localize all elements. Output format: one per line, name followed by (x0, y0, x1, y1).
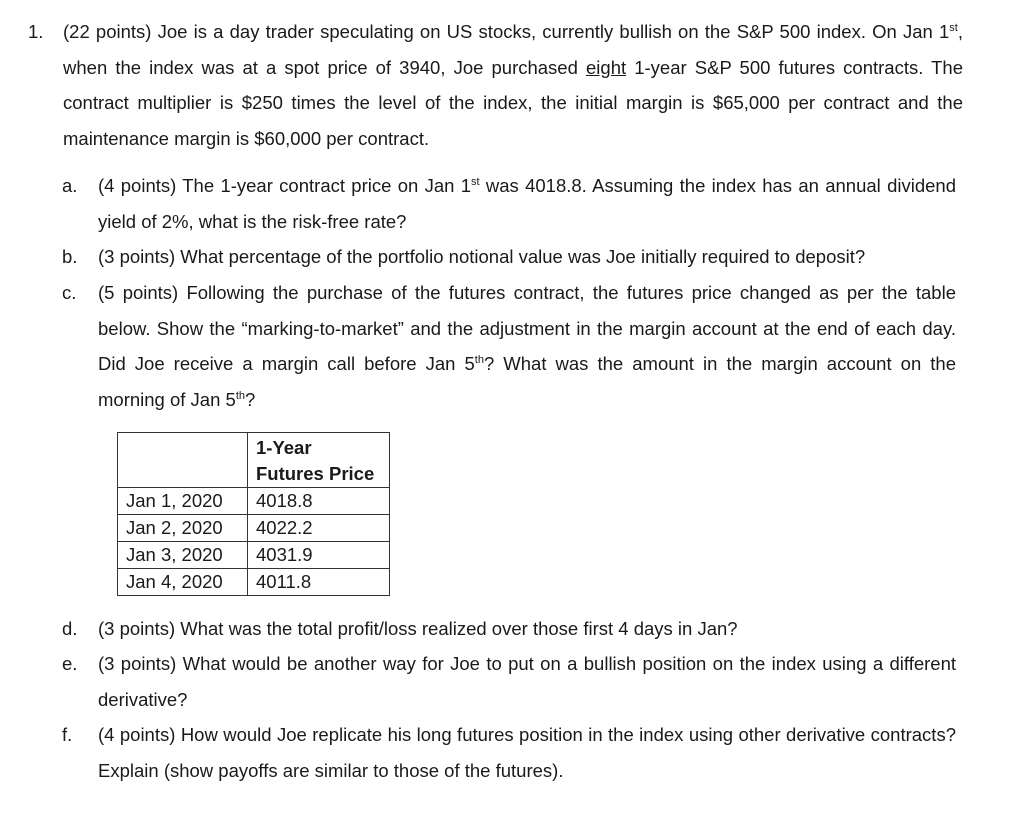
part-a-text-b: was 4018.8. Assuming the index has an annual dividend yield of 2%, what is the risk-free rate? (98, 175, 956, 232)
intro-text-a: (22 points) Joe is a day trader speculating on US stocks, currently bullish on the S&P 500 index. On Jan 1 (63, 21, 950, 42)
part-c-text (98, 275, 956, 417)
question-number: 1. (28, 21, 44, 42)
table-cell-date: Jan 1, 2020 (118, 488, 248, 515)
intro-underlined-word: eight (586, 56, 627, 78)
part-b-text: (3 points) What percentage of the portfolio notional value was Joe initially required to deposit? (98, 246, 866, 267)
question-intro (63, 14, 963, 156)
intro-text-b: , when the index was at a spot price of 3940, Joe purchased (63, 21, 963, 78)
part-c-superscript-1: th (474, 354, 484, 366)
table-header-futures-price (248, 433, 390, 488)
table-row (118, 542, 390, 569)
part-c-text-b: ? What was the amount in the margin account on the morning of Jan 5 (98, 353, 956, 410)
intro-text-c: 1-year S&P 500 futures contracts. The contract multiplier is $250 times the level of the index, the initial margin is $65,000 per contract and the maintenance margin is $60,000 per contract. (63, 56, 964, 149)
table-header-empty-cell (118, 433, 248, 488)
table-cell-price: 4011.8 (248, 569, 390, 596)
table-row (118, 515, 390, 542)
part-c-text-c: ? (245, 388, 256, 410)
table-cell-price: 4031.9 (248, 542, 390, 569)
intro-superscript: st (949, 22, 958, 34)
table-header-row (118, 433, 390, 488)
part-c-label: c. (62, 282, 77, 303)
table-cell-price: 4018.8 (248, 488, 390, 515)
part-a-text (98, 168, 956, 239)
part-f-label: f. (62, 724, 73, 745)
part-f-text: (4 points) How would Joe replicate his long futures position in the index using other derivative contracts? Explain (show payoffs are similar to those of the futures). (98, 724, 956, 781)
part-e-label: e. (62, 653, 78, 674)
table-row (118, 569, 390, 596)
header-line-2: Futures Price (256, 463, 375, 484)
part-d-label: d. (62, 618, 78, 639)
part-c-superscript-2: th (235, 389, 245, 402)
part-c-text-a: (5 points) Following the purchase of the futures contract, the futures price changed as per the table below. Show the “marking-to-market” and the adjustment in the margin account at the end of each day. Did Joe receive a margin call before Jan 5 (98, 282, 956, 374)
part-a-label: a. (62, 175, 78, 196)
table-cell-date: Jan 2, 2020 (118, 515, 248, 542)
table-cell-date: Jan 4, 2020 (118, 569, 248, 596)
part-a-superscript: st (471, 176, 480, 188)
table-cell-price: 4022.2 (248, 515, 390, 542)
part-d-text: (3 points) What was the total profit/loss realized over those first 4 days in Jan? (98, 618, 738, 639)
part-b-label: b. (62, 246, 78, 267)
part-a-text-a: (4 points) The 1-year contract price on Jan 1 (98, 175, 472, 196)
futures-price-table (117, 432, 390, 596)
table-cell-date: Jan 3, 2020 (118, 542, 248, 569)
header-line-1: 1-Year (256, 437, 312, 458)
part-e-text: (3 points) What would be another way for Joe to put on a bullish position on the index using a different derivative? (98, 653, 956, 710)
table-row (118, 488, 390, 515)
